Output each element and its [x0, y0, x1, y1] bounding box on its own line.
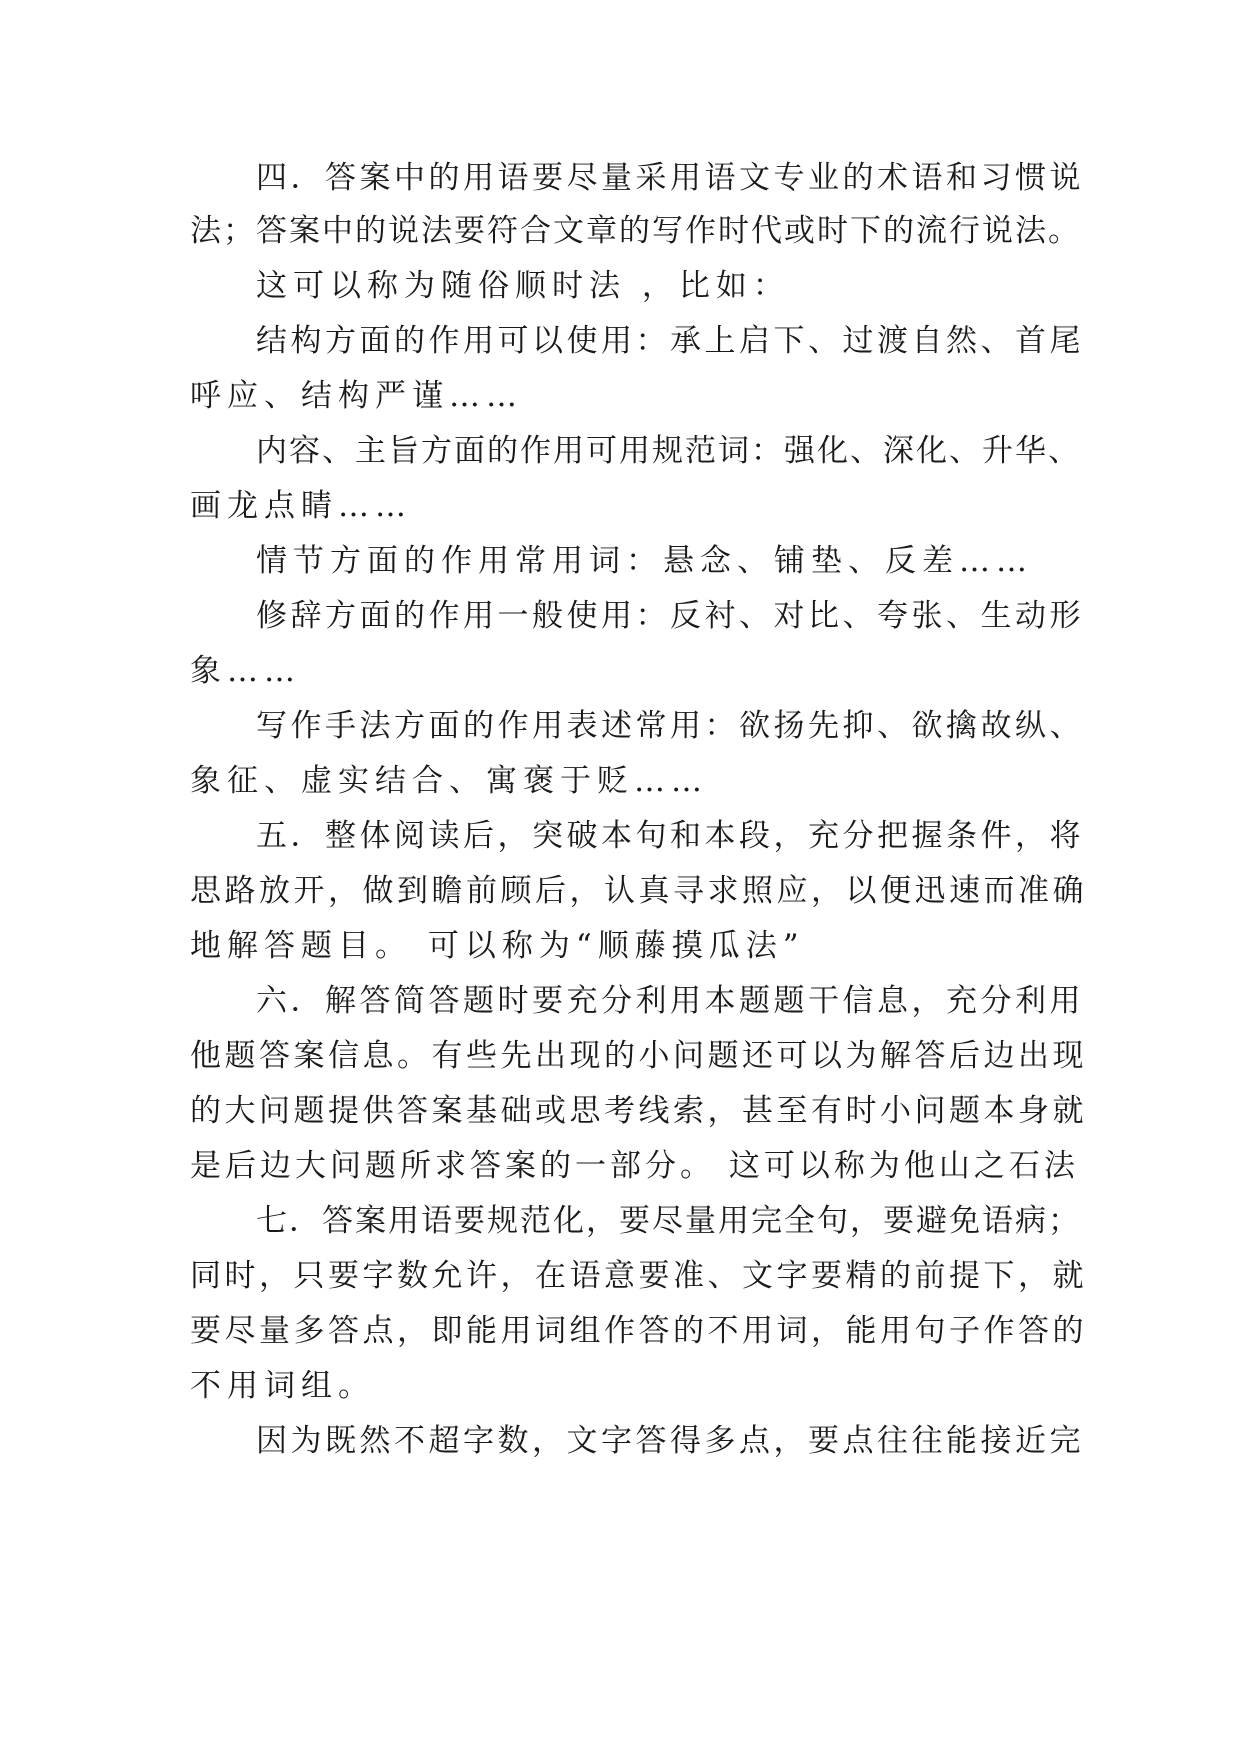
paragraph-five-line-3: 地解答题目。 可以称为“顺藤摸瓜法”: [190, 928, 805, 964]
content-usage-line-2: 画龙点睛……: [190, 488, 412, 524]
paragraph-seven-line-1: 七．答案用语要规范化，要尽量用完全句，要避免语病；: [256, 1203, 1081, 1239]
rhetoric-usage-line-2: 象……: [190, 653, 301, 689]
closing-paragraph-line-1: 因为既然不超字数，文字答得多点，要点往往能接近完: [256, 1423, 1084, 1459]
paragraph-five-line-1: 五．整体阅读后，突破本句和本段，充分把握条件，将: [256, 818, 1084, 854]
content-usage-line-1: 内容、主旨方面的作用可用规范词：强化、深化、升华、: [256, 433, 1081, 469]
plot-usage-line: 情节方面的作用常用词：悬念、铺垫、反差……: [256, 543, 1033, 579]
rhetoric-usage-line-1: 修辞方面的作用一般使用：反衬、对比、夸张、生动形: [256, 598, 1084, 634]
structure-usage-line-1: 结构方面的作用可以使用：承上启下、过渡自然、首尾: [256, 323, 1084, 359]
paragraph-four-line-1: 四．答案中的用语要尽量采用语文专业的术语和习惯说: [256, 160, 1084, 196]
paragraph-six-line-1: 六．解答简答题时要充分利用本题题干信息，充分利用: [256, 983, 1084, 1019]
structure-usage-line-2: 呼应、结构严谨……: [190, 378, 523, 414]
paragraph-five-line-2: 思路放开，做到瞻前顾后，认真寻求照应，以便迅速而准确: [190, 873, 1087, 909]
paragraph-six-line-4: 是后边大问题所求答案的一部分。 这可以称为他山之石法: [190, 1148, 1079, 1184]
technique-usage-line-2: 象征、虚实结合、寓褒于贬……: [190, 763, 708, 799]
paragraph-four-line-3: 这可以称为随俗顺时法 ，比如：: [256, 268, 790, 304]
paragraph-seven-line-3: 要尽量多答点，即能用词组作答的不用词，能用句子作答的: [190, 1313, 1087, 1349]
technique-usage-line-1: 写作手法方面的作用表述常用：欲扬先抑、欲擒故纵、: [256, 708, 1084, 744]
paragraph-seven-line-4: 不用词组。: [190, 1368, 375, 1404]
paragraph-six-line-2: 他题答案信息。有些先出现的小问题还可以为解答后边出现: [190, 1038, 1087, 1074]
paragraph-six-line-3: 的大问题提供答案基础或思考线索，甚至有时小问题本身就: [190, 1093, 1087, 1129]
paragraph-seven-line-2: 同时，只要字数允许，在语意要准、文字要精的前提下，就: [190, 1258, 1087, 1294]
paragraph-four-line-2: 法；答案中的说法要符合文章的写作时代或时下的流行说法。: [190, 213, 1081, 249]
